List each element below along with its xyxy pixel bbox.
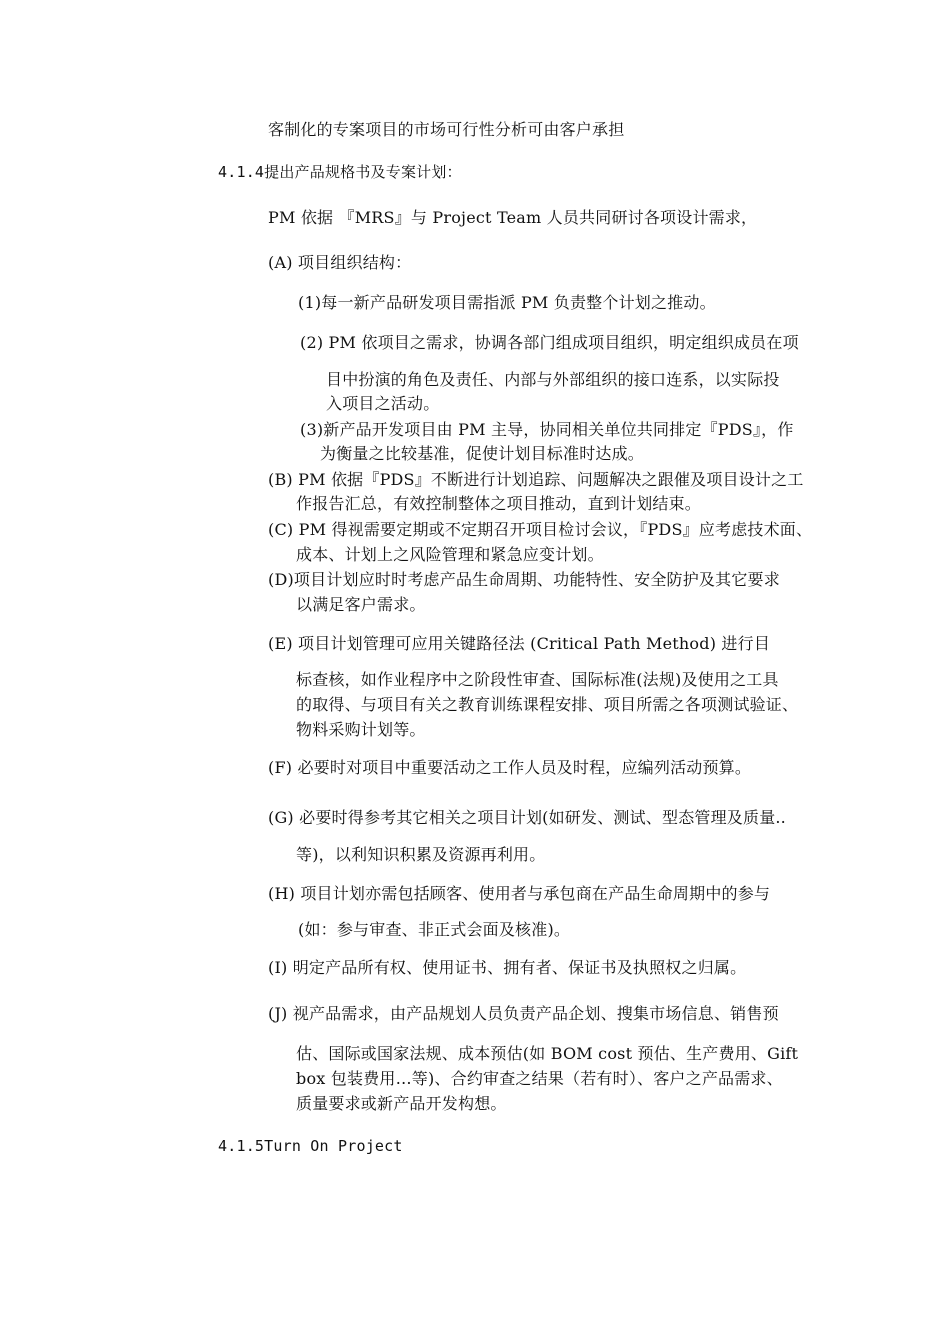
text-line: box 包装费用…等)、合约审查之结果（若有时）、客户之产品需求、	[296, 1069, 783, 1088]
list-item: (G) 必要时得参考其它相关之项目计划(如研发、测试、型态管理及质量..	[268, 808, 786, 827]
text-line: PM 依据 『MRS』与 Project Team 人员共同研讨各项设计需求，	[268, 208, 758, 227]
text-line: 的取得、与项目有关之教育训练课程安排、项目所需之各项测试验证、	[296, 695, 799, 714]
text-line: 以满足客户需求。	[296, 595, 426, 614]
text-line: 质量要求或新产品开发构想。	[296, 1094, 507, 1113]
text-line: 客制化的专案项目的市场可行性分析可由客户承担	[268, 120, 625, 139]
section-heading: 4.1.4提出产品规格书及专案计划：	[218, 163, 462, 181]
list-item: (1)每一新产品研发项目需指派 PM 负责整个计划之推动。	[298, 293, 716, 312]
text-line: 标查核，如作业程序中之阶段性审查、国际标准(法规)及使用之工具	[296, 670, 779, 689]
text-line: 物料采购计划等。	[296, 720, 426, 739]
list-item: (3)新产品开发项目由 PM 主导，协同相关单位共同排定『PDS』，作	[300, 420, 794, 439]
text-line: 成本、计划上之风险管理和紧急应变计划。	[296, 545, 604, 564]
subheading: (A) 项目组织结构：	[268, 253, 412, 272]
text-line: 为衡量之比较基准，促使计划目标准时达成。	[320, 444, 645, 463]
text-line: 作报告汇总，有效控制整体之项目推动，直到计划结束。	[296, 494, 702, 513]
list-item: (J) 视产品需求，由产品规划人员负责产品企划、搜集市场信息、销售预	[268, 1004, 779, 1023]
text-line: 估、国际或国家法规、成本预估(如 BOM cost 预估、生产费用、Gift	[296, 1044, 799, 1063]
list-item: (2) PM 依项目之需求，协调各部门组成项目组织，明定组织成员在项	[300, 333, 799, 352]
section-heading: 4.1.5Turn On Project	[218, 1137, 403, 1155]
list-item: (E) 项目计划管理可应用关键路径法 (Critical Path Method) 进行目	[268, 634, 771, 653]
list-item: (B) PM 依据『PDS』不断进行计划追踪、问题解决之跟催及项目设计之工	[268, 470, 804, 489]
list-item: (F) 必要时对项目中重要活动之工作人员及时程，应编列活动预算。	[268, 758, 752, 777]
text-line: 入项目之活动。	[326, 394, 440, 413]
list-item: (H) 项目计划亦需包括顾客、使用者与承包商在产品生命周期中的参与	[268, 884, 771, 903]
text-line: (如：参与审查、非正式会面及核准)。	[298, 920, 571, 939]
list-item: (C) PM 得视需要定期或不定期召开项目检讨会议，『PDS』应考虑技术面、	[268, 520, 813, 539]
list-item: (D)项目计划应时时考虑产品生命周期、功能特性、安全防护及其它要求	[268, 570, 780, 589]
text-line: 等)，以利知识积累及资源再利用。	[296, 845, 546, 864]
list-item: (I) 明定产品所有权、使用证书、拥有者、保证书及执照权之归属。	[268, 958, 747, 977]
text-line: 目中扮演的角色及责任、内部与外部组织的接口连系，以实际投	[326, 370, 780, 389]
